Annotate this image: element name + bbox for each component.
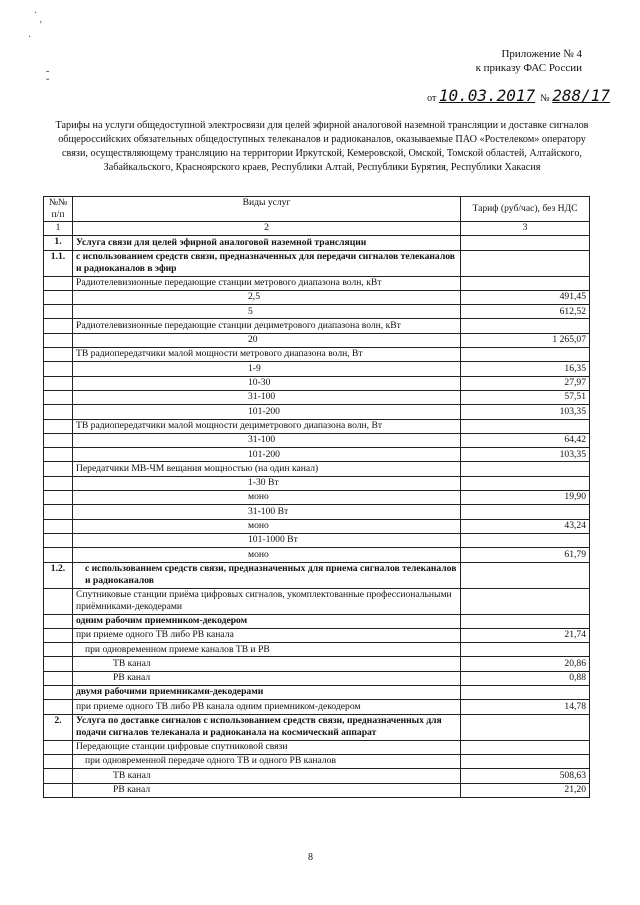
row-number	[44, 376, 73, 390]
table-row	[44, 491, 590, 505]
row-number	[44, 533, 73, 547]
row-service: ТВ канал	[73, 769, 461, 783]
table-row	[44, 700, 590, 714]
row-number	[44, 519, 73, 533]
row-tariff	[461, 562, 590, 588]
row-tariff	[461, 588, 590, 614]
row-tariff	[461, 505, 590, 519]
order-date-line	[427, 86, 610, 105]
row-service: 31-100	[73, 390, 461, 404]
row-tariff	[461, 276, 590, 290]
scan-speck: ˇ	[46, 78, 50, 89]
row-service: РВ канал	[73, 671, 461, 685]
row-service: Передатчики МВ-ЧМ вещания мощностью (на один канал)	[73, 462, 461, 476]
row-number	[44, 769, 73, 783]
row-number	[44, 754, 73, 768]
row-number: 1.2.	[44, 562, 73, 588]
row-service: Передающие станции цифровые спутниковой связи	[73, 740, 461, 754]
row-number	[44, 290, 73, 304]
header-services: Виды услуг	[73, 197, 461, 222]
table-row	[44, 783, 590, 797]
row-service: РВ канал	[73, 783, 461, 797]
scan-speck: ·	[28, 32, 32, 43]
document-title: Тарифы на услуги общедоступной электросвязи для целей эфирной аналоговой наземной трансляции и доставке сигналов общероссийских обязательных общедоступных телеканалов и радиоканалов, оказываемые ПАО «Ростелеком» оператору связи, осуществляющему трансляцию на территории Иркутской, Кемеровской, Омской, Томской областей, Алтайского, Забайкальского, Красноярского краев, Республики Алтай, Республики Бурятия, Республики Хакасия	[55, 120, 589, 173]
row-tariff	[461, 754, 590, 768]
row-service: моно	[73, 548, 461, 562]
row-tariff	[461, 236, 590, 250]
row-service: 1-9	[73, 362, 461, 376]
column-index-1: 1	[44, 222, 73, 236]
row-service: при приеме одного ТВ либо РВ канала	[73, 628, 461, 642]
from-prefix: от	[427, 93, 437, 104]
row-number	[44, 783, 73, 797]
row-service: при одновременной передаче одного ТВ и одного РВ каналов	[73, 754, 461, 768]
table-row	[44, 390, 590, 404]
table-row	[44, 769, 590, 783]
annex-number: Приложение № 4	[501, 48, 582, 60]
order-reference: к приказу ФАС России	[475, 62, 582, 74]
row-number	[44, 348, 73, 362]
row-service: 101-1000 Вт	[73, 533, 461, 547]
row-number	[44, 700, 73, 714]
scan-speck: ·	[34, 8, 38, 19]
row-tariff	[461, 714, 590, 740]
row-tariff: 16,35	[461, 362, 590, 376]
row-number	[44, 588, 73, 614]
header-number: №№ п/п	[44, 197, 73, 222]
row-tariff	[461, 533, 590, 547]
table-row	[44, 562, 590, 588]
row-number	[44, 419, 73, 433]
row-tariff: 21,20	[461, 783, 590, 797]
column-index-2: 2	[73, 222, 461, 236]
row-number	[44, 305, 73, 319]
table-row	[44, 588, 590, 614]
row-tariff: 0,88	[461, 671, 590, 685]
row-service: двумя рабочими приемниками-декодерами	[73, 686, 461, 700]
handwritten-number: 288/17	[552, 86, 610, 105]
row-tariff: 103,35	[461, 405, 590, 419]
row-service: ТВ радиопередатчики малой мощности метрового диапазона волн, Вт	[73, 348, 461, 362]
row-service: одним рабочим приемником-декодером	[73, 614, 461, 628]
row-tariff: 491,45	[461, 290, 590, 304]
row-number: 1.1.	[44, 250, 73, 276]
row-service: 31-100 Вт	[73, 505, 461, 519]
row-tariff	[461, 348, 590, 362]
table-row	[44, 433, 590, 447]
row-tariff: 61,79	[461, 548, 590, 562]
page-number: 8	[308, 852, 313, 863]
row-tariff	[461, 319, 590, 333]
row-service: моно	[73, 491, 461, 505]
table-row	[44, 333, 590, 347]
table-row	[44, 290, 590, 304]
tariff-table	[43, 196, 590, 798]
row-number	[44, 476, 73, 490]
row-service: Спутниковые станции приёма цифровых сигналов, укомплектованные профессиональными приёмниками-декодерами	[73, 588, 461, 614]
row-number: 1.	[44, 236, 73, 250]
row-tariff: 21,74	[461, 628, 590, 642]
row-number	[44, 333, 73, 347]
row-tariff	[461, 643, 590, 657]
table-header-row	[44, 197, 590, 222]
row-tariff	[461, 419, 590, 433]
row-service: при одновременном приеме каналов ТВ и РВ	[73, 643, 461, 657]
scan-specks	[26, 8, 49, 90]
row-tariff	[461, 614, 590, 628]
row-service: 10-30	[73, 376, 461, 390]
table-row	[44, 505, 590, 519]
row-number	[44, 405, 73, 419]
handwritten-date: 10.03.2017	[438, 86, 536, 105]
number-prefix: №	[540, 93, 550, 104]
row-service: 1-30 Вт	[73, 476, 461, 490]
row-tariff: 57,51	[461, 390, 590, 404]
table-row	[44, 276, 590, 290]
row-service: с использованием средств связи, предназначенных для передачи сигналов телеканалов и радиоканалов в эфир	[73, 250, 461, 276]
row-service: Радиотелевизионные передающие станции дециметрового диапазона волн, кВт	[73, 319, 461, 333]
row-tariff	[461, 686, 590, 700]
table-row	[44, 657, 590, 671]
row-number	[44, 614, 73, 628]
row-number	[44, 740, 73, 754]
row-number	[44, 657, 73, 671]
table-row	[44, 686, 590, 700]
row-number	[44, 462, 73, 476]
row-number	[44, 643, 73, 657]
table-row	[44, 405, 590, 419]
table-row	[44, 448, 590, 462]
column-index-row	[44, 222, 590, 236]
row-number	[44, 505, 73, 519]
table-row	[44, 754, 590, 768]
table-row	[44, 319, 590, 333]
row-tariff	[461, 740, 590, 754]
row-service: 101-200	[73, 448, 461, 462]
row-tariff	[461, 250, 590, 276]
row-number	[44, 276, 73, 290]
row-service: 20	[73, 333, 461, 347]
row-number	[44, 390, 73, 404]
row-service: ТВ канал	[73, 657, 461, 671]
row-service: 5	[73, 305, 461, 319]
scan-speck: '	[40, 20, 42, 31]
table-row	[44, 628, 590, 642]
row-number	[44, 671, 73, 685]
row-tariff: 64,42	[461, 433, 590, 447]
row-number	[44, 686, 73, 700]
table-row	[44, 476, 590, 490]
row-tariff: 43,24	[461, 519, 590, 533]
row-number	[44, 448, 73, 462]
table-row	[44, 462, 590, 476]
row-number	[44, 433, 73, 447]
table-row	[44, 519, 590, 533]
row-number	[44, 319, 73, 333]
row-service: Услуга связи для целей эфирной аналоговой наземной трансляции	[73, 236, 461, 250]
row-tariff: 612,52	[461, 305, 590, 319]
row-service: моно	[73, 519, 461, 533]
header-tariff: Тариф (руб/час), без НДС	[461, 197, 590, 222]
row-tariff	[461, 476, 590, 490]
table-row	[44, 671, 590, 685]
table-row	[44, 643, 590, 657]
table-row	[44, 714, 590, 740]
row-tariff	[461, 462, 590, 476]
row-number	[44, 548, 73, 562]
table-row	[44, 740, 590, 754]
row-tariff: 20,86	[461, 657, 590, 671]
row-tariff: 508,63	[461, 769, 590, 783]
row-tariff: 27,97	[461, 376, 590, 390]
row-tariff: 103,35	[461, 448, 590, 462]
table-row	[44, 548, 590, 562]
row-tariff: 19,90	[461, 491, 590, 505]
row-service: 31-100	[73, 433, 461, 447]
row-number	[44, 491, 73, 505]
row-number	[44, 362, 73, 376]
table-row	[44, 305, 590, 319]
table-row	[44, 419, 590, 433]
table-row	[44, 376, 590, 390]
table-row	[44, 533, 590, 547]
table-row	[44, 614, 590, 628]
table-row	[44, 362, 590, 376]
row-tariff: 14,78	[461, 700, 590, 714]
table-row	[44, 236, 590, 250]
row-service: Услуга по доставке сигналов с использованием средств связи, предназначенных для подачи сигналов телеканала и радиоканала на космический аппарат	[73, 714, 461, 740]
table-row	[44, 348, 590, 362]
column-index-3: 3	[461, 222, 590, 236]
scan-speck: -	[46, 66, 50, 77]
row-service: ТВ радиопередатчики малой мощности дециметрового диапазона волн, Вт	[73, 419, 461, 433]
row-number	[44, 628, 73, 642]
row-service: 101-200	[73, 405, 461, 419]
annex-header	[476, 47, 582, 75]
row-service: при приеме одного ТВ либо РВ канала одним приемником-декодером	[73, 700, 461, 714]
row-service: с использованием средств связи, предназначенных для приема сигналов телеканалов и радиоканалов	[73, 562, 461, 588]
table-row	[44, 250, 590, 276]
row-tariff: 1 265,07	[461, 333, 590, 347]
row-number: 2.	[44, 714, 73, 740]
row-service: Радиотелевизионные передающие станции метрового диапазона волн, кВт	[73, 276, 461, 290]
row-service: 2,5	[73, 290, 461, 304]
